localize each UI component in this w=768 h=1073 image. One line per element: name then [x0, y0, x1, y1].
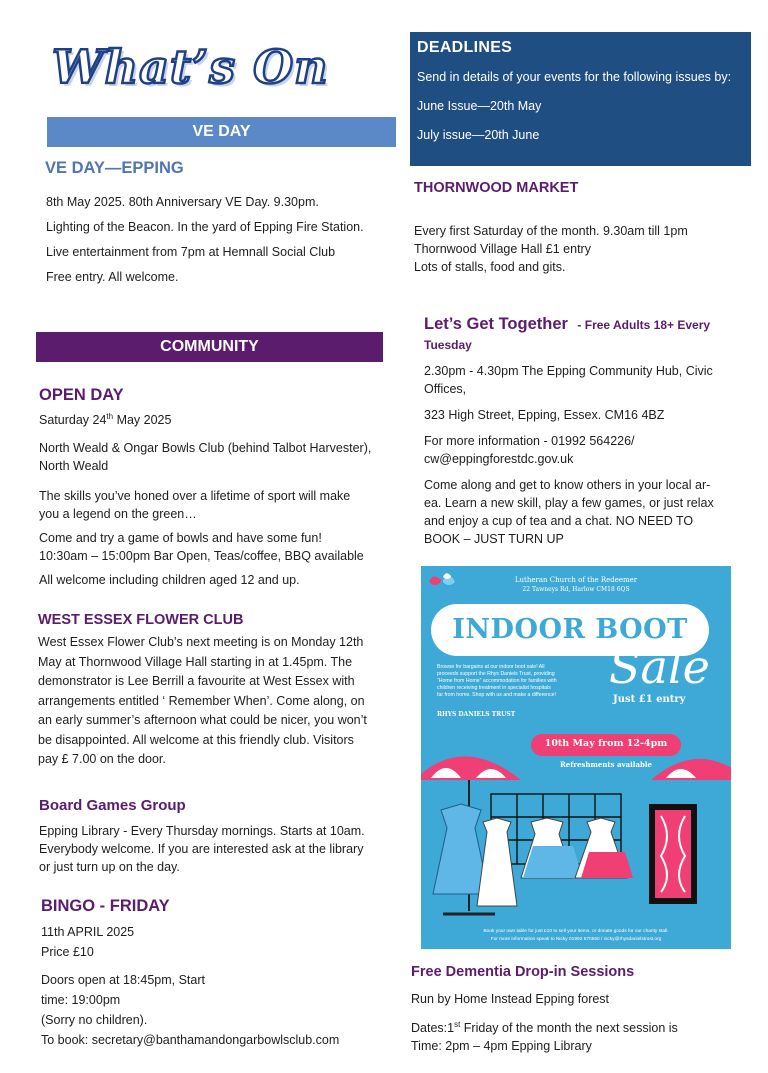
- bingo-date: 11th APRIL 2025: [41, 925, 135, 939]
- ve-day-details: [46, 193, 406, 286]
- flower-club-line: demonstrator is Lee Berrill a favourite at West Essex with: [38, 674, 355, 688]
- bingo-line: time: 19:00pm: [41, 993, 121, 1007]
- dress-white: [477, 818, 517, 906]
- poster-blurb: [437, 664, 617, 699]
- lets-get-together-heading: Let’s Get Together: [424, 315, 568, 333]
- open-day-para: All welcome including children aged 12 and up.: [39, 573, 300, 588]
- poster-headline: INDOOR BOOT: [452, 614, 688, 645]
- poster-blurb-line: children receiving treatment in specialist hospitals: [437, 685, 551, 691]
- bingo-line: (Sorry no children).: [41, 1013, 148, 1027]
- ve-day-line: Live entertainment from 7pm at Hemnall Social Club: [46, 245, 336, 259]
- open-day-date-prefix: Saturday 24: [39, 413, 107, 428]
- community-bar-label: COMMUNITY: [160, 338, 259, 355]
- poster-footer-2: For more information speak to Nicky 01992 570550 / nicky@rhysdanielstrust.org: [490, 937, 662, 942]
- flower-club-line: West Essex Flower Club’s next meeting is on Monday 12th: [38, 635, 364, 649]
- board-games-line: Everybody welcome. If you are interested ask at the library: [39, 842, 364, 856]
- open-day-details: [39, 408, 399, 589]
- bingo-details: [41, 922, 411, 1050]
- deadlines-heading: DEADLINES: [417, 39, 513, 56]
- open-day-venue: North Weald: [39, 459, 109, 474]
- ve-day-bar: [47, 117, 396, 147]
- ve-day-line: Lighting of the Beacon. In the yard of Epping Fire Station.: [46, 220, 364, 234]
- open-day-date-sup: th: [106, 412, 114, 421]
- open-day-date: [39, 408, 399, 429]
- poster-script: Sale: [609, 640, 710, 694]
- poster-refreshments: Refreshments available: [559, 760, 652, 769]
- poster-blurb-line: far from home. Shop with us and make a difference!: [437, 692, 556, 698]
- dementia-dates-sup: st: [454, 1020, 461, 1029]
- deadlines-box: [410, 32, 751, 166]
- open-day-venue: North Weald & Ongar Bowls Club (behind Talbot Harvester),: [39, 441, 372, 456]
- poster-blurb-line: proceeds support the Rhys Daniels Trust, providing: [437, 671, 555, 677]
- ve-day-line: Free entry. All welcome.: [46, 270, 179, 284]
- open-day-date-suffix: May 2025: [113, 413, 172, 428]
- poster-address: 22 Tawneys Rd, Harlow CM18 6QS: [522, 586, 630, 593]
- poster-blurb-line: “Home from Home” accommodation for families with: [437, 678, 557, 684]
- thornwood-details: [414, 222, 754, 276]
- lets-get-together-details: [424, 362, 759, 548]
- page-title: What’s On: [52, 40, 329, 94]
- poster-price: Just £1 entry: [613, 694, 686, 705]
- dementia-dates-suffix: Friday of the month the next session is: [460, 1021, 678, 1036]
- deadlines-intro: Send in details of your events for the following issues by:: [417, 70, 732, 84]
- dementia-details: [411, 990, 756, 1055]
- dementia-time: Time: 2pm – 4pm Epping Library: [411, 1039, 592, 1054]
- thornwood-heading: THORNWOOD MARKET: [414, 180, 579, 196]
- bingo-price: Price £10: [41, 945, 94, 959]
- ltg-para: ea. Learn a new skill, play a few games, or just relax: [424, 496, 714, 510]
- bingo-heading: BINGO - FRIDAY: [41, 897, 170, 915]
- dementia-line: Run by Home Instead Epping forest: [411, 992, 610, 1006]
- ltg-info: For more information - 01992 564226/: [424, 434, 635, 448]
- ltg-address: 323 High Street, Epping, Essex. CM16 4BZ: [424, 408, 665, 422]
- ltg-time: Offices,: [424, 382, 467, 396]
- poster-when: 10th May from 12-4pm: [544, 738, 668, 749]
- board-games-details: [39, 822, 409, 876]
- board-games-line: Epping Library - Every Thursday mornings. Starts at 10am.: [39, 824, 365, 838]
- community-bar: [36, 332, 383, 362]
- lets-get-together-subtitle: - Free Adults 18+ Every: [577, 318, 711, 332]
- bingo-line: To book: secretary@banthamandongarbowlsclub.com: [41, 1033, 340, 1047]
- poster-trust: RHYS DANIELS TRUST: [437, 711, 516, 718]
- ltg-info: cw@eppingforestdc.gov.uk: [424, 452, 574, 466]
- ltg-para: Come along and get to know others in your local ar-: [424, 478, 711, 492]
- flower-club-line: May at Thornwood Village Hall starting in at 1.45pm. The: [38, 654, 353, 669]
- lets-get-together-subtitle-2: Tuesday: [424, 338, 472, 352]
- lets-get-together-header: [424, 315, 754, 334]
- bingo-line: Doors open at 18:45pm, Start: [41, 973, 205, 987]
- ve-day-heading: VE DAY—EPPING: [45, 159, 184, 177]
- poster-footer-1: Book your own table for just £10 to sell your items, or donate goods for our charity stall.: [483, 929, 669, 934]
- poster-church: Lutheran Church of the Redeemer: [514, 576, 638, 584]
- flower-club-line: pay £ 7.00 on the door.: [38, 752, 166, 766]
- dementia-heading: Free Dementia Drop-in Sessions: [411, 964, 635, 980]
- open-day-para: you a legend on the green…: [39, 507, 197, 522]
- flower-club-line: arrangements entitled ‘ Remember When’. Come along, on: [38, 693, 365, 708]
- ve-day-line: 8th May 2025. 80th Anniversary VE Day. 9.30pm.: [46, 195, 319, 209]
- open-day-para: Come and try a game of bowls and have some fun!: [39, 531, 322, 546]
- dementia-dates-prefix: Dates:1: [411, 1021, 455, 1036]
- deadline-item: June Issue—20th May: [417, 99, 542, 113]
- flower-club-details: [38, 633, 408, 770]
- ltg-para: and enjoy a cup of tea and a chat. NO NEED TO: [424, 514, 694, 528]
- thornwood-line: Lots of stalls, food and gits.: [414, 260, 566, 274]
- poster-blurb-line: Browse for bargains at our indoor boot sale! All: [437, 664, 545, 670]
- dementia-dates: [411, 1016, 756, 1037]
- ve-day-bar-label: VE DAY: [192, 123, 251, 140]
- open-day-para: 10:30am – 15:00pm Bar Open, Teas/coffee, BBQ available: [39, 549, 364, 564]
- flower-club-heading: WEST ESSEX FLOWER CLUB: [38, 612, 244, 628]
- thornwood-line: Every first Saturday of the month. 9.30am till 1pm: [414, 224, 688, 238]
- board-games-heading: Board Games Group: [39, 797, 186, 814]
- flower-club-line: an early summer’s afternoon what could be nicer, you won’t: [38, 713, 367, 727]
- flower-club-line: be disappointed. All welcome at this friendly club. Visitors: [38, 732, 354, 747]
- ltg-time: 2.30pm - 4.30pm The Epping Community Hub, Civic: [424, 364, 713, 378]
- deadline-item: July issue—20th June: [417, 128, 540, 142]
- boot-sale-poster: [421, 566, 731, 949]
- open-day-para: The skills you’ve honed over a lifetime of sport will make: [39, 489, 351, 504]
- thornwood-line: Thornwood Village Hall £1 entry: [414, 242, 591, 256]
- open-day-heading: OPEN DAY: [39, 386, 124, 404]
- board-games-line: or just turn up on the day.: [39, 860, 180, 874]
- ltg-para: BOOK – JUST TURN UP: [424, 532, 564, 546]
